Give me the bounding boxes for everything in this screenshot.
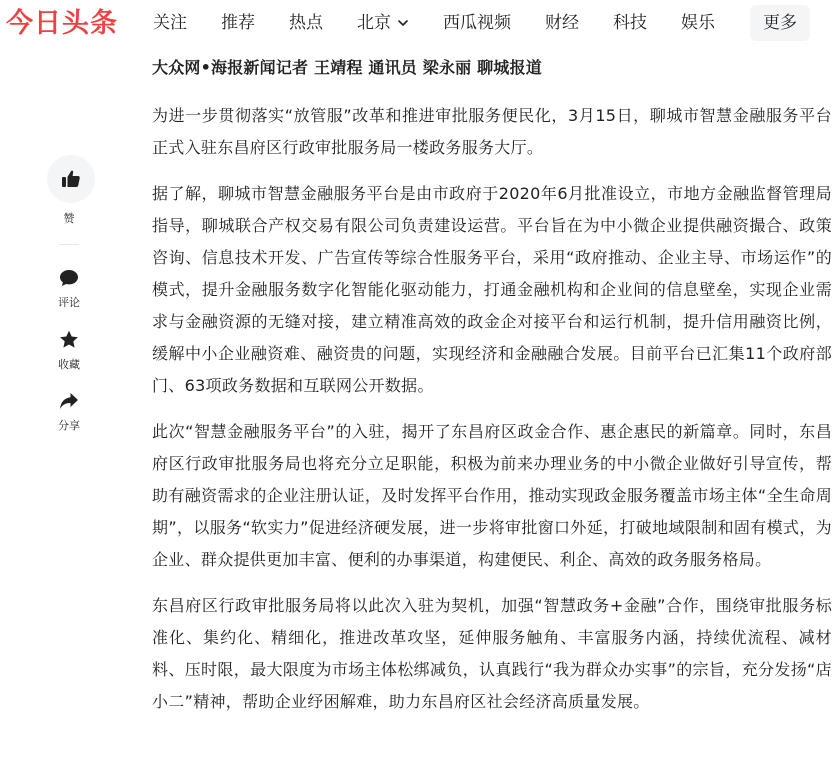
nav-item-city-label: 北京 — [357, 13, 391, 33]
comment-button[interactable] — [42, 269, 96, 310]
top-nav-bar — [0, 0, 839, 48]
article-paragraph: 此次“智慧金融服务平台”的入驻，揭开了东昌府区政金合作、惠企惠民的新篇章。同时，东昌府区行政审批服务局也将充分立足职能，积极为前来办理业务的中小微企业做好引导宣传，帮助有融资需求的企业注册认证，及时发挥平台作用，推动实现政金服务覆盖市场主体“全生命周期”，以服务“软实力”促进经济硬发展，进一步将审批窗口外延，打破地域限制和固有模式，为企业、群众提供更加丰富、便利的办事渠道，构建便民、利企、高效的政务服务格局。 — [152, 422, 832, 569]
like-button[interactable] — [42, 155, 96, 226]
comment-label: 评论 — [58, 296, 80, 309]
star-icon — [59, 330, 79, 349]
channel-nav — [153, 6, 749, 40]
nav-item-recommend[interactable]: 推荐 — [221, 13, 255, 33]
share-label: 分享 — [58, 419, 80, 432]
share-button[interactable] — [42, 392, 96, 433]
share-icon — [59, 392, 79, 410]
more-button[interactable]: 更多 — [750, 5, 810, 41]
article-body — [152, 50, 832, 718]
article-paragraph: 据了解，聊城市智慧金融服务平台是由市政府于2020年6月批准设立，市地方金融监督管理局指导，聊城联合产权交易有限公司负责建设运营。平台旨在为中小微企业提供融资撮合、政策咨询、信息技术开发、广告宣传等综合性服务平台，采用“政府推动、企业主导、市场运作”的模式，提升金融服务数字化智能化驱动能力，打通金融机构和企业间的信息壁垒，实现企业需求与金融资源的无缝对接，建立精准高效的政金企对接平台和运行机制，提升信用融资比例，缓解中小企业融资难、融资贵的问题，实现经济和金融融合发展。目前平台已汇集11个政府部门、63项政务数据和互联网公开数据。 — [152, 184, 832, 395]
article-paragraph: 为进一步贯彻落实“放管服”改革和推进审批服务便民化，3月15日，聊城市智慧金融服务平台正式入驻东昌府区行政审批服务局一楼政务服务大厅。 — [152, 106, 832, 157]
favorite-button[interactable] — [42, 330, 96, 372]
nav-item-hot[interactable]: 热点 — [289, 13, 323, 33]
sidebar-divider — [59, 244, 79, 245]
nav-item-city-dropdown[interactable] — [357, 6, 409, 40]
nav-item-tech[interactable]: 科技 — [613, 13, 647, 33]
article-paragraph: 东昌府区行政审批服务局将以此次入驻为契机，加强“智慧政务+金融”合作，围绕审批服务标准化、集约化、精细化，推进改革攻坚，延伸服务触角、丰富服务内涵，持续优流程、减材料、压时限，最大限度为市场主体松绑减负，认真践行“我为群众办实事”的宗旨，充分发扬“店小二”精神，帮助企业纾困解难，助力东昌府区社会经济高质量发展。 — [152, 596, 832, 711]
action-sidebar — [42, 155, 96, 433]
nav-item-xigua-video[interactable]: 西瓜视频 — [443, 13, 511, 33]
nav-item-follow[interactable]: 关注 — [153, 13, 187, 33]
toutiao-logo[interactable]: 今日头条 — [6, 8, 118, 39]
like-circle — [47, 155, 95, 203]
like-label: 赞 — [63, 212, 75, 225]
nav-item-entertainment[interactable]: 娱乐 — [681, 13, 715, 33]
chevron-down-icon — [397, 17, 409, 29]
favorite-label: 收藏 — [58, 358, 80, 371]
comment-icon — [59, 269, 79, 287]
thumbs-up-icon — [61, 169, 81, 189]
article-byline: 大众网•海报新闻记者 王靖程 通讯员 梁永丽 聊城报道 — [152, 58, 542, 77]
nav-item-finance[interactable]: 财经 — [545, 13, 579, 33]
